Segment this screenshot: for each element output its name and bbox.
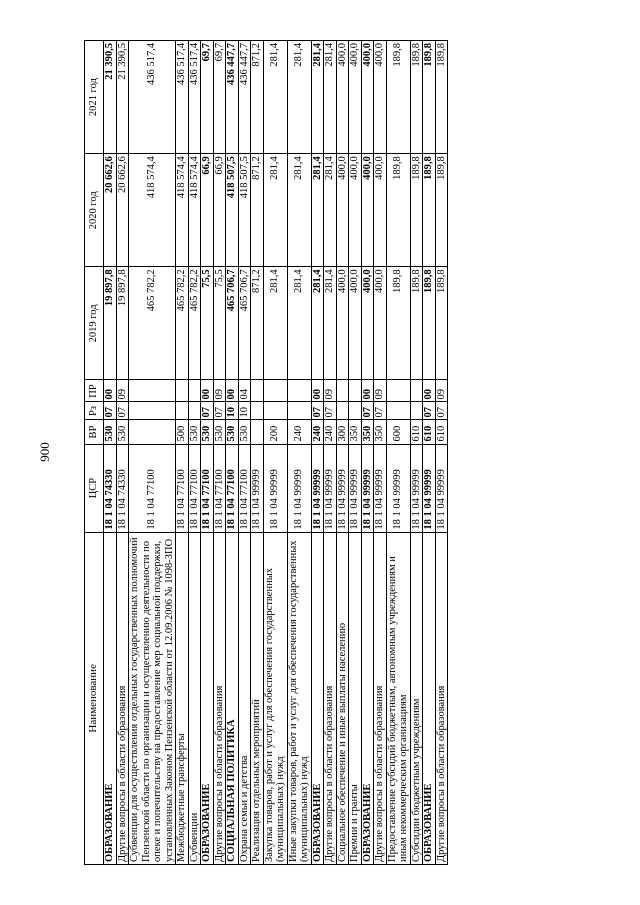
cell-csr: 18 1 04 99999 — [287, 444, 311, 532]
cell-2019: 281,4 — [324, 267, 337, 380]
cell-csr: 18 1 04 99999 — [435, 444, 448, 532]
cell-rz: 07 — [311, 402, 324, 420]
cell-2019: 465 782,2 — [188, 267, 201, 380]
cell-csr: 18 1 04 99999 — [386, 444, 410, 532]
table-row — [386, 41, 410, 865]
cell-name: Предоставление субсидий бюджетным, автономным учреждениям и иным некоммерческим организациям — [386, 532, 410, 864]
cell-pr — [386, 380, 410, 402]
table-row — [188, 41, 201, 865]
cell-2020: 400,0 — [361, 154, 374, 267]
cell-name: Субсидии бюджетным учреждениям — [410, 532, 423, 864]
cell-csr: 18 1 04 77100 — [213, 444, 226, 532]
cell-name: Другие вопросы в области образования — [116, 532, 129, 864]
cell-2021: 21 390,5 — [116, 41, 129, 154]
cell-csr: 18 1 04 99999 — [361, 444, 374, 532]
header-pr: ПР — [85, 380, 104, 402]
budget-table — [84, 40, 448, 865]
cell-2021: 400,0 — [336, 41, 349, 154]
cell-2020: 871,2 — [251, 154, 264, 267]
cell-2019: 189,8 — [410, 267, 423, 380]
cell-2019: 189,8 — [423, 267, 436, 380]
table-row — [361, 41, 374, 865]
cell-2021: 436 517,4 — [176, 41, 189, 154]
cell-rz: 07 — [435, 402, 448, 420]
cell-pr — [188, 380, 201, 402]
cell-rz — [251, 402, 264, 420]
cell-pr: 04 — [238, 380, 251, 402]
cell-rz: 07 — [374, 402, 387, 420]
cell-csr: 18 1 04 99999 — [311, 444, 324, 532]
cell-2019: 465 706,7 — [226, 267, 239, 380]
cell-rz: 10 — [226, 402, 239, 420]
cell-pr: 00 — [201, 380, 214, 402]
cell-2019: 465 706,7 — [238, 267, 251, 380]
cell-2021: 281,4 — [311, 41, 324, 154]
cell-2020: 20 662,6 — [104, 154, 117, 267]
cell-pr: 09 — [374, 380, 387, 402]
cell-name: Субвенции — [188, 532, 201, 864]
table-row — [104, 41, 117, 865]
cell-csr: 18 1 04 99999 — [423, 444, 436, 532]
cell-2020: 20 662,6 — [116, 154, 129, 267]
cell-vr: 610 — [410, 420, 423, 444]
cell-rz: 07 — [116, 402, 129, 420]
cell-vr: 530 — [213, 420, 226, 444]
cell-vr: 530 — [188, 420, 201, 444]
cell-2019: 465 782,2 — [176, 267, 189, 380]
cell-2021: 189,8 — [435, 41, 448, 154]
cell-2021: 436 517,4 — [188, 41, 201, 154]
cell-2019: 19 897,8 — [104, 267, 117, 380]
table-header-row — [85, 41, 104, 865]
cell-vr: 300 — [336, 420, 349, 444]
cell-rz — [386, 402, 410, 420]
cell-2020: 418 574,4 — [176, 154, 189, 267]
cell-2020: 189,8 — [423, 154, 436, 267]
cell-vr: 240 — [324, 420, 337, 444]
table-row — [263, 41, 287, 865]
cell-vr: 530 — [116, 420, 129, 444]
cell-rz — [410, 402, 423, 420]
cell-2019: 465 782,2 — [129, 267, 176, 380]
cell-rz: 07 — [324, 402, 337, 420]
table-row — [311, 41, 324, 865]
cell-rz: 10 — [238, 402, 251, 420]
cell-2019: 75,5 — [201, 267, 214, 380]
cell-2021: 281,4 — [263, 41, 287, 154]
cell-2021: 400,0 — [374, 41, 387, 154]
cell-csr: 18 1 04 99999 — [374, 444, 387, 532]
cell-rz — [176, 402, 189, 420]
cell-2019: 281,4 — [311, 267, 324, 380]
cell-2019: 871,2 — [251, 267, 264, 380]
cell-csr: 18 1 04 99999 — [336, 444, 349, 532]
table-row — [201, 41, 214, 865]
cell-name: Другие вопросы в области образования — [213, 532, 226, 864]
cell-csr: 18 1 04 77100 — [176, 444, 189, 532]
cell-2021: 189,8 — [410, 41, 423, 154]
cell-vr: 530 — [238, 420, 251, 444]
table-row — [251, 41, 264, 865]
cell-vr: 240 — [311, 420, 324, 444]
cell-name: СОЦИАЛЬНАЯ ПОЛИТИКА — [226, 532, 239, 864]
cell-rz — [287, 402, 311, 420]
cell-rz — [263, 402, 287, 420]
cell-2020: 66,9 — [201, 154, 214, 267]
cell-2019: 19 897,8 — [116, 267, 129, 380]
cell-2020: 418 507,5 — [226, 154, 239, 267]
cell-pr — [287, 380, 311, 402]
cell-pr — [129, 380, 176, 402]
header-2021: 2021 год — [85, 41, 104, 154]
cell-2020: 400,0 — [336, 154, 349, 267]
cell-vr: 600 — [386, 420, 410, 444]
cell-2020: 66,9 — [213, 154, 226, 267]
table-row — [226, 41, 239, 865]
cell-2021: 436 447,7 — [238, 41, 251, 154]
cell-name: Иные закупки товаров, работ и услуг для обеспечения государственных (муниципальных) нужд — [287, 532, 311, 864]
header-vr: ВР — [85, 420, 104, 444]
cell-2020: 281,4 — [287, 154, 311, 267]
cell-pr — [176, 380, 189, 402]
cell-csr: 18 1 04 77100 — [201, 444, 214, 532]
cell-pr — [263, 380, 287, 402]
table-row — [336, 41, 349, 865]
cell-2020: 418 574,4 — [129, 154, 176, 267]
header-name: Наименование — [85, 532, 104, 864]
cell-name: Субвенции для осуществления отдельных государственных полномочий Пензенской области по организации и осуществлению деятельности по опеке и попечительству на предоставление мер социальной поддержки, установленных Законом Пензенской области от 12.09.2006 № 1098-ЗПО — [129, 532, 176, 864]
cell-2021: 400,0 — [361, 41, 374, 154]
table-row — [238, 41, 251, 865]
cell-vr: 200 — [263, 420, 287, 444]
cell-csr: 18 1 04 99999 — [324, 444, 337, 532]
header-csr: ЦСР — [85, 444, 104, 532]
cell-name: Другие вопросы в области образования — [374, 532, 387, 864]
cell-csr: 18 1 04 77100 — [188, 444, 201, 532]
header-2019: 2019 год — [85, 267, 104, 380]
cell-csr: 18 1 04 99999 — [349, 444, 362, 532]
cell-pr: 00 — [311, 380, 324, 402]
cell-rz — [188, 402, 201, 420]
header-rz: Рз — [85, 402, 104, 420]
table-row — [176, 41, 189, 865]
cell-2021: 69,7 — [213, 41, 226, 154]
cell-2019: 400,0 — [361, 267, 374, 380]
cell-name: Премии и гранты — [349, 532, 362, 864]
page-number: 900 — [37, 442, 52, 462]
cell-rz: 07 — [361, 402, 374, 420]
cell-rz — [129, 402, 176, 420]
cell-2021: 871,2 — [251, 41, 264, 154]
cell-2019: 400,0 — [349, 267, 362, 380]
cell-2020: 281,4 — [324, 154, 337, 267]
cell-name: Другие вопросы в области образования — [435, 532, 448, 864]
cell-pr: 09 — [435, 380, 448, 402]
cell-2021: 400,0 — [349, 41, 362, 154]
cell-csr: 18 1 04 99999 — [251, 444, 264, 532]
cell-pr: 09 — [116, 380, 129, 402]
cell-pr: 09 — [324, 380, 337, 402]
cell-vr: 350 — [349, 420, 362, 444]
table-row — [435, 41, 448, 865]
cell-2019: 189,8 — [435, 267, 448, 380]
cell-rz: 07 — [213, 402, 226, 420]
cell-2021: 281,4 — [324, 41, 337, 154]
cell-2020: 189,8 — [410, 154, 423, 267]
cell-name: ОБРАЗОВАНИЕ — [311, 532, 324, 864]
cell-2020: 418 507,5 — [238, 154, 251, 267]
cell-2021: 436 447,7 — [226, 41, 239, 154]
cell-pr: 00 — [423, 380, 436, 402]
cell-name: Охрана семьи и детства — [238, 532, 251, 864]
cell-2019: 281,4 — [287, 267, 311, 380]
cell-vr: 530 — [104, 420, 117, 444]
cell-vr: 240 — [287, 420, 311, 444]
cell-2019: 75,5 — [213, 267, 226, 380]
table-row — [213, 41, 226, 865]
cell-pr — [349, 380, 362, 402]
table-row — [410, 41, 423, 865]
cell-2020: 281,4 — [263, 154, 287, 267]
cell-pr: 00 — [361, 380, 374, 402]
cell-pr: 00 — [104, 380, 117, 402]
cell-csr: 18 1 04 74330 — [116, 444, 129, 532]
cell-name: Социальное обеспечение и иные выплаты населению — [336, 532, 349, 864]
cell-2021: 436 517,4 — [129, 41, 176, 154]
cell-name: Реализация отдельных мероприятий — [251, 532, 264, 864]
table-row — [116, 41, 129, 865]
cell-vr: 530 — [201, 420, 214, 444]
cell-csr: 18 1 04 77100 — [129, 444, 176, 532]
cell-name: Закупка товаров, работ и услуг для обеспечения государственных (муниципальных) нужд — [263, 532, 287, 864]
cell-csr: 18 1 04 99999 — [410, 444, 423, 532]
cell-rz: 07 — [201, 402, 214, 420]
cell-name: Другие вопросы в области образования — [324, 532, 337, 864]
cell-2020: 281,4 — [311, 154, 324, 267]
header-2020: 2020 год — [85, 154, 104, 267]
cell-rz: 07 — [423, 402, 436, 420]
cell-pr — [251, 380, 264, 402]
cell-2021: 189,8 — [423, 41, 436, 154]
cell-2021: 21 390,5 — [104, 41, 117, 154]
cell-vr: 350 — [361, 420, 374, 444]
cell-name: Межбюджетные трансферты — [176, 532, 189, 864]
cell-vr — [251, 420, 264, 444]
cell-pr: 09 — [213, 380, 226, 402]
cell-2019: 400,0 — [374, 267, 387, 380]
table-body — [104, 41, 448, 865]
cell-2021: 189,8 — [386, 41, 410, 154]
cell-2019: 400,0 — [336, 267, 349, 380]
cell-2020: 189,8 — [435, 154, 448, 267]
table-row — [324, 41, 337, 865]
table-row — [349, 41, 362, 865]
cell-name: ОБРАЗОВАНИЕ — [361, 532, 374, 864]
cell-csr: 18 1 04 99999 — [263, 444, 287, 532]
cell-rz: 07 — [104, 402, 117, 420]
cell-name: ОБРАЗОВАНИЕ — [423, 532, 436, 864]
table-row — [423, 41, 436, 865]
cell-rz — [336, 402, 349, 420]
cell-2021: 281,4 — [287, 41, 311, 154]
cell-csr: 18 1 04 74330 — [104, 444, 117, 532]
cell-rz — [349, 402, 362, 420]
cell-name: ОБРАЗОВАНИЕ — [201, 532, 214, 864]
cell-pr — [410, 380, 423, 402]
table-row — [287, 41, 311, 865]
cell-name: ОБРАЗОВАНИЕ — [104, 532, 117, 864]
cell-csr: 18 1 04 77100 — [238, 444, 251, 532]
cell-vr: 350 — [374, 420, 387, 444]
cell-2019: 281,4 — [263, 267, 287, 380]
cell-2020: 189,8 — [386, 154, 410, 267]
cell-2019: 189,8 — [386, 267, 410, 380]
cell-csr: 18 1 04 77100 — [226, 444, 239, 532]
cell-pr — [336, 380, 349, 402]
cell-vr: 500 — [176, 420, 189, 444]
table-row — [129, 41, 176, 865]
cell-2020: 400,0 — [349, 154, 362, 267]
budget-table-sheet — [84, 40, 634, 865]
cell-vr: 530 — [226, 420, 239, 444]
cell-2020: 400,0 — [374, 154, 387, 267]
cell-pr: 00 — [226, 380, 239, 402]
cell-2020: 418 574,4 — [188, 154, 201, 267]
cell-2021: 69,7 — [201, 41, 214, 154]
table-row — [374, 41, 387, 865]
cell-vr: 610 — [423, 420, 436, 444]
cell-vr — [129, 420, 176, 444]
cell-vr: 610 — [435, 420, 448, 444]
